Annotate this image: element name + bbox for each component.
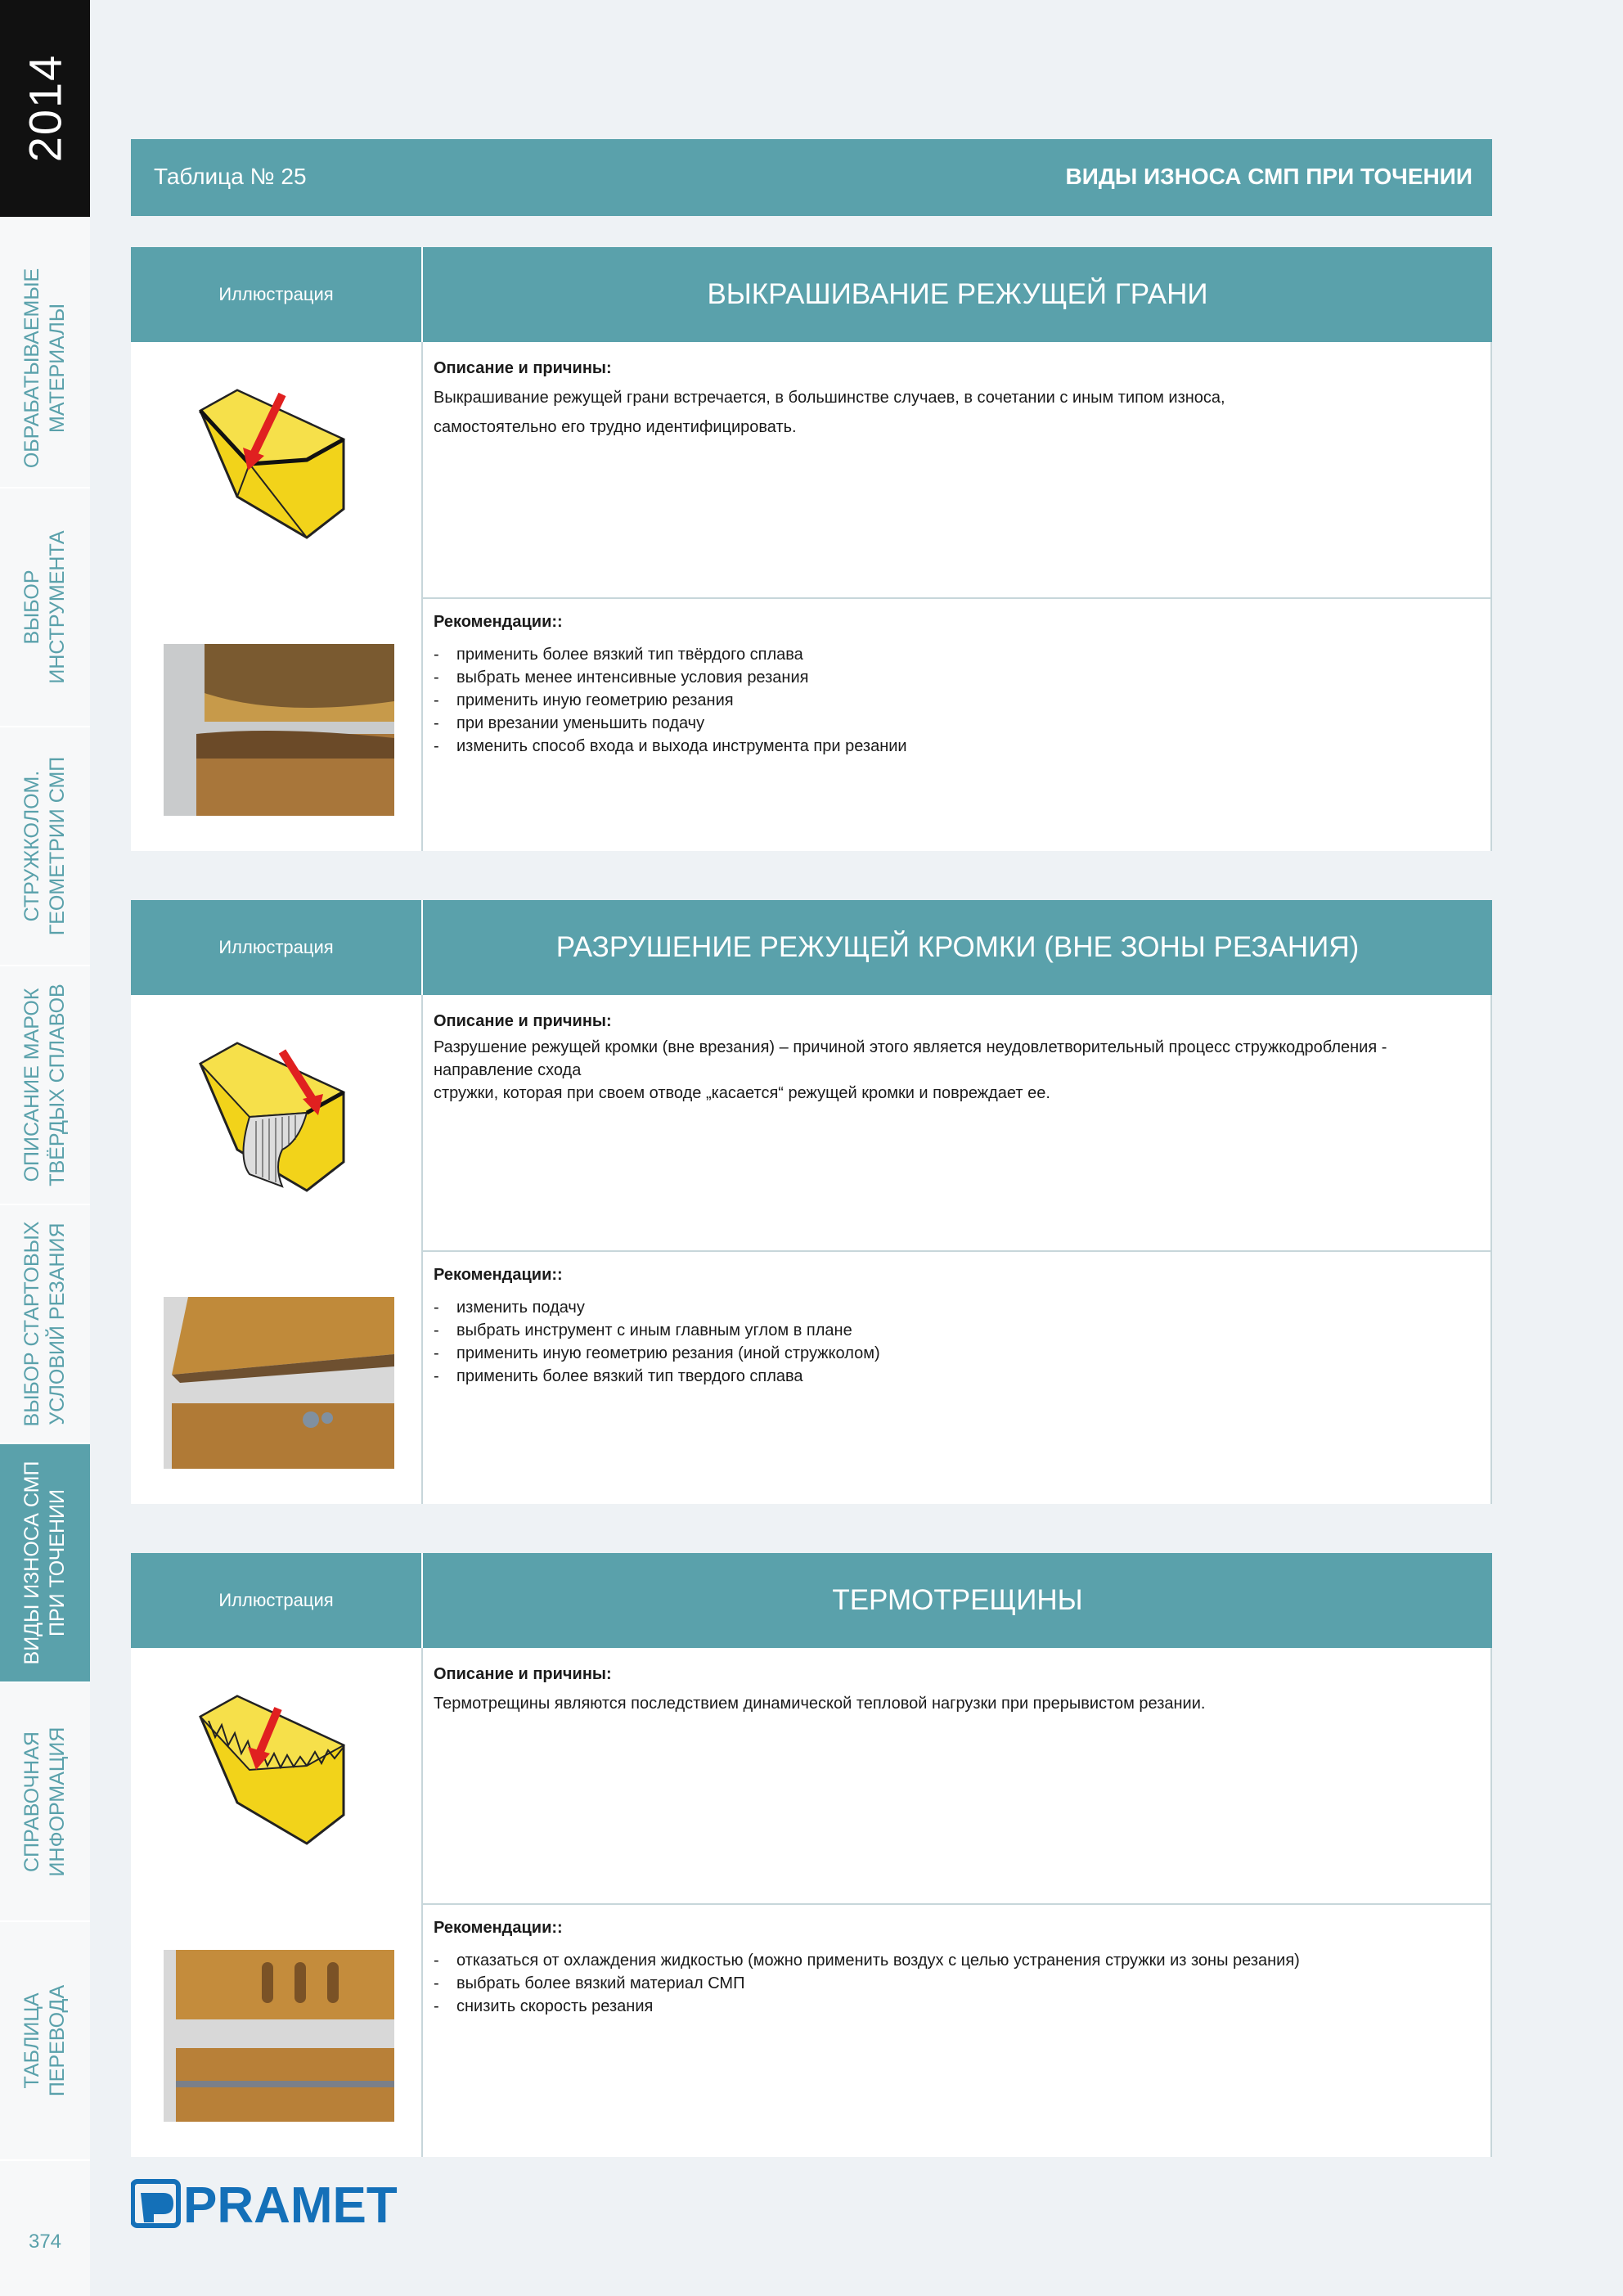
edge-breakage-photo: [164, 1297, 394, 1469]
wear-section-chipping: [131, 247, 1492, 851]
description-line: Выкрашивание режущей грани встречается, в большинстве случаев, в сочетании с иным типом износа,: [434, 389, 1225, 407]
list-item: - применить более вязкий тип твердого сплава: [434, 1367, 803, 1385]
sidebar-item-grades[interactable]: [0, 966, 90, 1205]
sidebar-item-chipbreakers[interactable]: [0, 727, 90, 966]
list-item: - применить более вязкий тип твёрдого сплава: [434, 646, 803, 664]
svg-text:PRAMET: PRAMET: [183, 2177, 398, 2231]
section-header: [131, 1553, 1492, 1648]
sidebar-item-label: ОПИСАНИЕ МАРОК ТВЁРДЫХ СПЛАВОВ: [20, 984, 69, 1186]
page-number: 374: [28, 2231, 62, 2253]
sidebar: [0, 0, 90, 2296]
list-item: - снизить скорость резания: [434, 1997, 654, 2015]
insert-edge-breakage-diagram: [192, 1035, 356, 1199]
sidebar-item-label: ВИДЫ ИЗНОСА СМП ПРИ ТОЧЕНИИ: [20, 1461, 69, 1665]
sidebar-item-label: ВЫБОР ИНСТРУМЕНТА: [20, 530, 69, 684]
recommendations-block: [434, 1260, 1485, 1388]
list-item: - изменить способ входа и выхода инструмента при резании: [434, 737, 907, 755]
section-header: [131, 900, 1492, 995]
list-item: - выбрать инструмент с иным главным углом в плане: [434, 1321, 852, 1339]
description-line: Термотрещины являются последствием динамической тепловой нагрузки при прерывистом резании.: [434, 1695, 1206, 1713]
list-item: - при врезании уменьшить подачу: [434, 714, 705, 732]
description-heading: Описание и причины:: [434, 1012, 612, 1030]
sidebar-item-label: СТРУЖКОЛОМ. ГЕОМЕТРИИ СМП: [20, 756, 69, 936]
description-line: Разрушение режущей кромки (вне врезания) – причиной этого является неудовлетворительный процесс стружкодробления - направление схода: [434, 1038, 1387, 1079]
sidebar-item-materials[interactable]: [0, 250, 90, 488]
sidebar-item-cutting-conditions[interactable]: [0, 1205, 90, 1444]
thermal-cracks-photo: [164, 1950, 394, 2122]
chipping-photo: [164, 644, 394, 816]
list-item: - отказаться от охлаждения жидкостью (можно применить воздух с целью устранения стружки из зоны резания): [434, 1952, 1300, 1970]
list-item: - применить иную геометрию резания: [434, 691, 734, 709]
illustration-label: Иллюстрация: [218, 284, 334, 304]
sidebar-item-tool-selection[interactable]: [0, 488, 90, 727]
description-block: [434, 1006, 1485, 1105]
recommendations-heading: Рекомендации::: [434, 613, 563, 631]
list-item: - изменить подачу: [434, 1299, 585, 1317]
description-heading: Описание и причины:: [434, 1665, 612, 1683]
recommendations-heading: Рекомендации::: [434, 1266, 563, 1284]
recommendations-block: [434, 607, 1485, 758]
insert-thermal-cracks-diagram: [192, 1688, 356, 1852]
year-badge: [0, 0, 90, 217]
sidebar-item-reference[interactable]: [0, 1683, 90, 1922]
sidebar-item-label: ВЫБОР СТАРТОВЫХ УСЛОВИЙ РЕЗАНИЯ: [20, 1221, 69, 1427]
section-title: РАЗРУШЕНИЕ РЕЖУЩЕЙ КРОМКИ (ВНЕ ЗОНЫ РЕЗАНИЯ): [555, 931, 1360, 963]
list-item: - выбрать более вязкий материал СМП: [434, 1974, 745, 1992]
table-title: ВИДЫ ИЗНОСА СМП ПРИ ТОЧЕНИИ: [1065, 164, 1472, 189]
description-block: [434, 1659, 1485, 1718]
list-item: - применить иную геометрию резания (иной стружколом): [434, 1344, 880, 1362]
table-number: Таблица № 25: [154, 164, 307, 189]
recommendations-list: [434, 643, 1485, 758]
section-title: ВЫКРАШИВАНИЕ РЕЖУЩЕЙ ГРАНИ: [707, 278, 1208, 310]
year-label: 2014: [19, 53, 71, 163]
list-item: - выбрать менее интенсивные условия резания: [434, 669, 809, 687]
pramet-logo: [131, 2177, 401, 2231]
sidebar-item-label: ОБРАБАТЫВАЕМЫЕ МАТЕРИАЛЫ: [20, 268, 69, 469]
recommendations-list: [434, 1296, 1485, 1388]
description-line: самостоятельно его трудно идентифицировать.: [434, 418, 797, 436]
recommendations-heading: Рекомендации::: [434, 1919, 563, 1937]
wear-section-edge-breakage: [131, 900, 1492, 1504]
recommendations-list: [434, 1949, 1485, 2018]
section-title: ТЕРМОТРЕЩИНЫ: [832, 1584, 1083, 1616]
illustration-label: Иллюстрация: [218, 1590, 334, 1610]
description-line: стружки, которая при своем отводе „касается“ режущей кромки и повреждает ее.: [434, 1084, 1050, 1102]
illustration-label: Иллюстрация: [218, 937, 334, 957]
insert-chipping-diagram: [192, 382, 356, 546]
recommendations-block: [434, 1913, 1485, 2018]
sidebar-item-wear-types[interactable]: [0, 1444, 90, 1683]
wear-section-thermal-cracks: [131, 1553, 1492, 2157]
sidebar-item-label: ТАБЛИЦА ПЕРЕВОДА: [20, 1984, 69, 2097]
description-heading: Описание и причины:: [434, 359, 612, 377]
sidebar-item-label: СПРАВОЧНАЯ ИНФОРМАЦИЯ: [20, 1727, 69, 1877]
table-title-bar: [131, 139, 1492, 216]
sidebar-item-conversion[interactable]: [0, 1922, 90, 2161]
section-header: [131, 247, 1492, 342]
description-block: [434, 353, 1485, 442]
